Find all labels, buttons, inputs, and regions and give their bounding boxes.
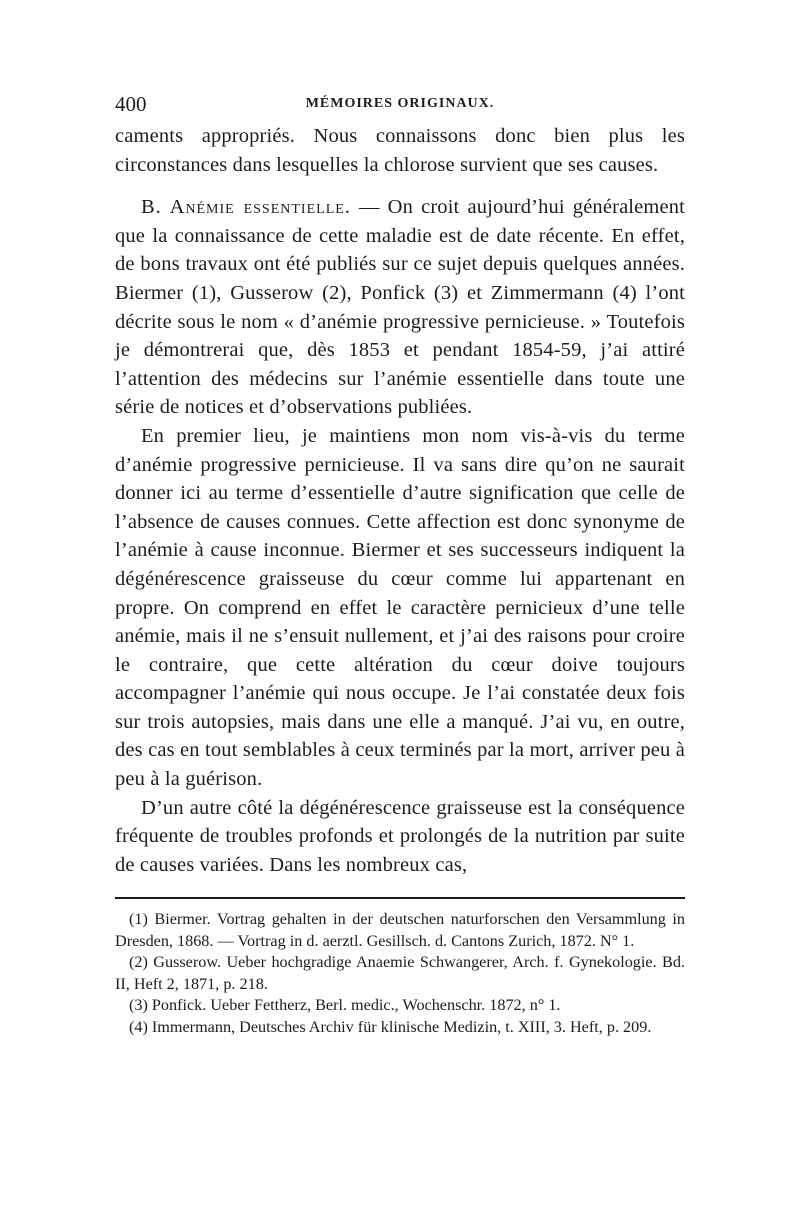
page [115, 92, 685, 1038]
footnote-1: (1) Biermer. Vortrag gehalten in der deutschen naturforschen den Versammlung in Dresden, 1868. — Vortrag in d. aerztl. Gesillsch. d. Cantons Zurich, 1872. N° 1. [115, 910, 685, 950]
page-header [115, 92, 685, 122]
page-number: 400 [115, 92, 147, 116]
footnotes [115, 909, 685, 1038]
footnote-2: (2) Gusserow. Ueber hochgradige Anaemie Schwangerer, Arch. f. Gynekologie. Bd. II, Heft 2, 1871, p. 218. [115, 953, 685, 993]
paragraph-4: D’un autre côté la dégénérescence graisseuse est la conséquence fréquente de troubles profonds et prolongés de la nutrition par suite de causes variées. Dans les nombreux cas, [115, 796, 685, 876]
paragraph-2 [115, 193, 685, 422]
section-heading: B. Anémie essentielle. [141, 196, 351, 219]
running-title: MÉMOIRES ORIGINAUX. [305, 96, 495, 111]
body-text [115, 122, 685, 879]
footnote-divider [115, 897, 685, 899]
paragraph-3: En premier lieu, je maintiens mon nom vis-à-vis du terme d’anémie progressive pernicieuse. Il va sans dire qu’on ne saurait donner ici au terme d’essentielle d’autre signification que celle de l’absence de causes connues. Cette affection est donc synonyme de l’anémie à cause inconnue. Biermer et ses successeurs indiquent la dégénérescence graisseuse du cœur comme lui appartenant en propre. On comprend en effet le caractère pernicieux d’une telle anémie, mais il ne s’ensuit nullement, et j’ai des raisons pour croire le contraire, que cette altération du cœur doive toujours accompagner l’anémie qui nous occupe. Je l’ai constatée deux fois sur trois autopsies, mais dans une elle a manqué. J’ai vu, en outre, des cas en tout semblables à ceux terminés par la mort, arriver peu à peu à la guérison. [115, 424, 685, 791]
footnote-3: (3) Ponfick. Ueber Fettherz, Berl. medic., Wochenschr. 1872, n° 1. [129, 996, 561, 1015]
paragraph-1: caments appropriés. Nous connaissons donc bien plus les circonstances dans lesquelles la chlorose survient que ses causes. [115, 125, 685, 176]
footnote-4: (4) Immermann, Deutsches Archiv für klinische Medizin, t. XIII, 3. Heft, p. 209. [129, 1017, 652, 1036]
paragraph-2-text: — On croit aujourd’hui généralement que la connaissance de cette maladie est de date récente. En effet, de bons travaux ont été publiés sur ce sujet depuis quelques années. Biermer (1), Gusserow (2), Ponfick (3) et Zimmermann (4) l’ont décrite sous le nom « d’anémie progressive pernicieuse. » Toutefois je démontrerai que, dès 1853 et pendant 1854-59, j’ai attiré l’attention des médecins sur l’anémie essentielle dans toute une série de notices et d’observations publiées. [115, 196, 685, 419]
